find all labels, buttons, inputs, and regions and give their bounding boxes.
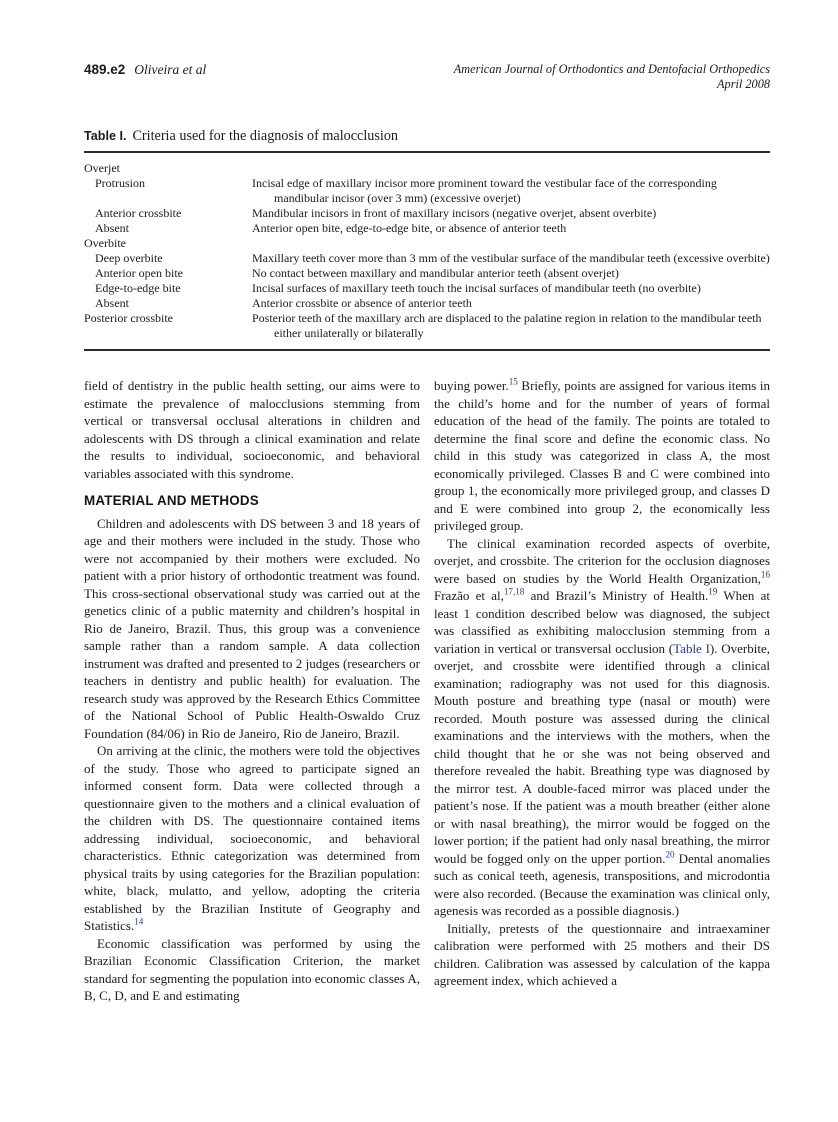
criterion-term: Edge-to-edge bite — [95, 281, 181, 295]
running-header-left — [84, 62, 206, 78]
body-columns — [84, 377, 770, 1005]
citation-ref-16[interactable]: 16 — [760, 569, 770, 580]
table-top-rule — [84, 151, 770, 153]
text-segment: Children and adolescents with DS between 3 and 18 years of age and their mothers were included in the study. Those who were not accompanied by their mothers were excluded. No patient with a prior history of orthodontic treatment was found. This cross-sectional observational study was carried out at the genetics clinic of a public maternity and children’s hospital in Rio de Janeiro, Brazil. Thus, this group was a convenience sample rather than a random sample. A data collection instrument was drafted and presented to 2 judges (researchers or teachers in dentistry and public health) for evaluation. The research study was approved by the Research Ethics Committee of the National School of Public Health-Oswaldo Cruz Foundation (84/06) in Rio de Janeiro, Rio de Janeiro, Brazil. — [84, 515, 420, 741]
text-segment: field of dentistry in the public health setting, our aims were to estimate the prevalence of malocclusions stemming from vertical or transversal occlusal alterations in children and adolescents with DS through a clinical examination and relate the results to individual, socioeconomic, and behavioral variables associated with this syndrome. — [84, 378, 420, 481]
table-1-link[interactable]: Table I — [673, 640, 710, 656]
text-segment: Initially, pretests of the questionnaire and intraexaminer calibration were performed with 25 mothers and their DS children. Calibration was assessed by calculation of the kappa agreement index, which achieved a — [434, 920, 770, 988]
text-segment: When at least 1 condition described below was diagnosed, the subject was classified as exhibiting malocclusion stemming from a variation in vertical or transversal occlusion ( — [434, 588, 771, 656]
table-row — [84, 266, 770, 281]
criterion-term: Absent — [95, 296, 129, 310]
criterion-description: Anterior crossbite or absence of anterior teeth — [252, 296, 472, 310]
paragraph — [434, 920, 770, 990]
criterion-description — [252, 161, 770, 176]
criterion-description: Maxillary teeth cover more than 3 mm of the vestibular surface of the mandibular teeth (excessive overbite) — [252, 251, 770, 265]
criterion-term: Posterior crossbite — [84, 311, 173, 325]
table-1 — [84, 128, 770, 351]
table-row — [84, 161, 770, 176]
text-segment: Frazão et al, — [434, 588, 504, 603]
text-segment: The clinical examination recorded aspects of overbite, overjet, and crossbite. The criterion for the occlusion diagnoses were based on studies by the World Health Organization, — [434, 535, 770, 586]
text-segment: ). Overbite, overjet, and crossbite were identified through a clinical examination; radiography was not used for this diagnosis. Mouth posture and breathing type (nasal or mouth) were recorded. Mouth posture was assessed during the clinical examinations and the interviews with the mothers, when the child thought that he or she was not being observed and therefore revealed the habit. Breathing type was diagnosed by the mirror test. A double-faced mirror was placed under the patient’s nose. If the patient was a mouth breather (either alone or with nasal breathing), the mirror would be fogged on the lower portion; if the patient had only nasal breathing, the mirror would be fogged only on the upper portion. — [434, 640, 770, 866]
table-title-line — [84, 128, 770, 145]
citation-ref-17-18[interactable]: 17,18 — [503, 586, 525, 597]
paragraph-continuation — [84, 377, 420, 482]
criterion-description: Posterior teeth of the maxillary arch are displaced to the palatine region in relation to the mandibular teeth either unilaterally or bilaterally — [252, 311, 762, 340]
table-row — [84, 206, 770, 221]
text-segment: Economic classification was performed by using the Brazilian Economic Classification Criterion, the market standard for segmenting the population into economic classes A, B, C, D, and E and estimating — [84, 935, 420, 1003]
left-column — [84, 377, 420, 1005]
issue-date: April 2008 — [717, 77, 770, 91]
criterion-description: No contact between maxillary and mandibular anterior teeth (absent overjet) — [252, 266, 619, 280]
citation-ref-20[interactable]: 20 — [665, 849, 675, 860]
table-row — [84, 281, 770, 296]
paragraph-continuation — [434, 377, 770, 535]
text-segment: buying power. — [434, 378, 509, 393]
citation-ref-14[interactable]: 14 — [134, 916, 144, 927]
text-segment: and Brazil’s Ministry of Health. — [524, 588, 709, 603]
criterion-term: Absent — [95, 221, 129, 235]
criterion-term: Overjet — [84, 161, 120, 175]
criterion-description — [252, 236, 770, 251]
criterion-description: Incisal surfaces of maxillary teeth touch the incisal surfaces of mandibular teeth (no overbite) — [252, 281, 701, 295]
text-segment: Dental anomalies such as conical teeth, agenesis, transpositions, and microdontia were also recorded. (Because the examination was clinical only, agenesis was recorded as a possible diagnosis.) — [434, 850, 770, 918]
criterion-term: Deep overbite — [95, 251, 163, 265]
criterion-term: Overbite — [84, 236, 126, 250]
running-header — [84, 62, 770, 92]
criterion-term: Protrusion — [95, 176, 146, 190]
running-header-right — [454, 62, 770, 92]
citation-ref-19[interactable]: 19 — [708, 586, 718, 597]
table-row — [84, 296, 770, 311]
right-column — [434, 377, 770, 1005]
criterion-description: Anterior open bite, edge-to-edge bite, or absence of anterior teeth — [252, 221, 567, 235]
table-title: Criteria used for the diagnosis of malocclusion — [132, 128, 399, 144]
table-row — [84, 221, 770, 236]
criterion-term: Anterior open bite — [95, 266, 183, 280]
table-row — [84, 176, 770, 206]
criterion-description: Incisal edge of maxillary incisor more prominent toward the vestibular face of the corresponding mandibular incisor (over 3 mm) (excessive overjet) — [252, 176, 717, 205]
journal-name: American Journal of Orthodontics and Dentofacial Orthopedics — [453, 62, 770, 76]
text-segment: On arriving at the clinic, the mothers were told the objectives of the study. Those who agreed to participate signed an informed consent form. Data were collected through a questionnaire given to the mothers and a clinical evaluation of the children with DS. The questionnaire contained items addressing individual, socioeconomic, and behavioral characteristics. Ethnic categorization was determined from physical traits by using categories for the Brazilian population: white, black, mulatto, and yellow, adopting the criteria established by the Brazilian Institute of Geography and Statistics. — [84, 743, 420, 933]
paragraph — [84, 742, 420, 935]
paragraph — [84, 935, 420, 1005]
citation-ref-15[interactable]: 15 — [508, 376, 518, 387]
table-bottom-rule — [84, 349, 770, 351]
page-number: 489.e2 — [84, 62, 126, 77]
criterion-description: Mandibular incisors in front of maxillary incisors (negative overjet, absent overbite) — [252, 206, 657, 220]
table-row — [84, 311, 770, 341]
running-authors: Oliveira et al — [134, 62, 207, 77]
paragraph — [84, 515, 420, 743]
criterion-term: Anterior crossbite — [95, 206, 182, 220]
table-row — [84, 251, 770, 266]
section-heading-material-and-methods: MATERIAL AND METHODS — [84, 493, 259, 508]
text-segment: Briefly, points are assigned for various items in the child’s home and for the number of years of formal education of the head of the family. The points are totaled to determine the final score and define the economic class. No child in this study was categorized in class A, the most economically privileged. Classes B and C were combined into group 1, the economically more privileged group, and classes D and E were combined into group 2, the economically less privileged group. — [434, 378, 770, 533]
table-label: Table I. — [84, 129, 127, 143]
paragraph — [434, 535, 770, 920]
table-row — [84, 236, 770, 251]
